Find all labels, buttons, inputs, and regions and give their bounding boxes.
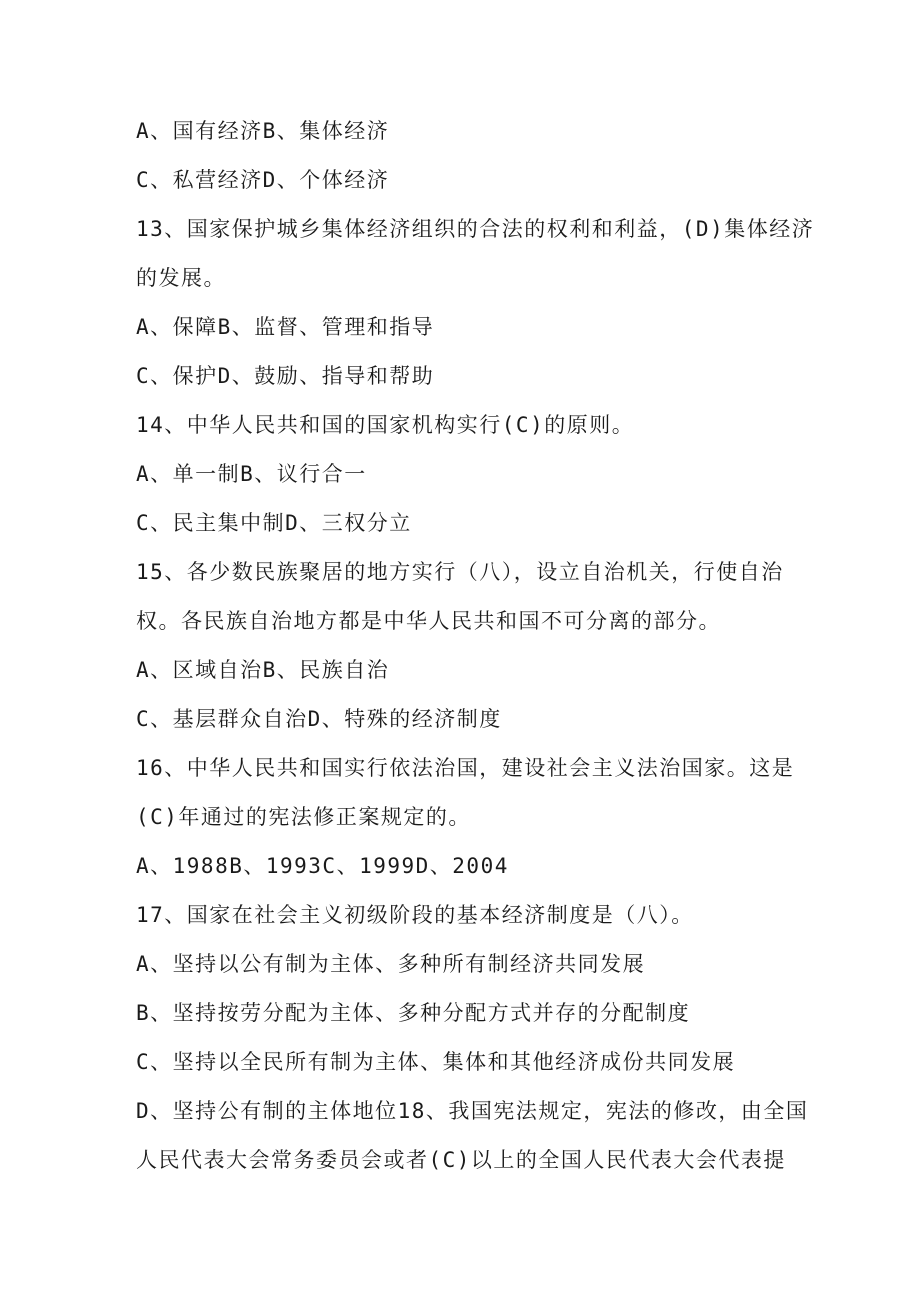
option-line-q12-ab: A、国有经济B、集体经济	[136, 119, 390, 143]
question-15-line-2: 权。各民族自治地方都是中华人民共和国不可分离的部分。	[136, 609, 721, 633]
option-line-q14-cd: C、民主集中制D、三权分立	[136, 511, 412, 535]
option-line-q17-b: B、坚持按劳分配为主体、多种分配方式并存的分配制度	[136, 1001, 691, 1025]
question-15-line-1: 15、各少数民族聚居的地方实行（八），设立自治机关，行使自治	[136, 560, 784, 584]
option-line-q16: A、1988B、1993C、1999D、2004	[136, 854, 509, 878]
question-18-line-2: 人民代表大会常务委员会或者(C)以上的全国人民代表大会代表提	[136, 1148, 786, 1172]
question-13-line-2: 的发展。	[136, 266, 226, 290]
option-line-q15-cd: C、基层群众自治D、特殊的经济制度	[136, 707, 502, 731]
question-14-line-1: 14、中华人民共和国的国家机构实行(C)的原则。	[136, 413, 635, 437]
question-13-line-1: 13、国家保护城乡集体经济组织的合法的权利和利益，(D)集体经济	[136, 217, 815, 241]
option-line-q17-d-question-18: D、坚持公有制的主体地位18、我国宪法规定，宪法的修改，由全国	[136, 1099, 809, 1123]
option-line-q13-ab: A、保障B、监督、管理和指导	[136, 315, 435, 339]
question-16-line-1: 16、中华人民共和国实行依法治国，建设社会主义法治国家。这是	[136, 756, 795, 780]
option-line-q14-ab: A、单一制B、议行合一	[136, 462, 367, 486]
option-line-q17-a: A、坚持以公有制为主体、多种所有制经济共同发展	[136, 952, 646, 976]
option-line-q13-cd: C、保护D、鼓励、指导和帮助	[136, 364, 435, 388]
option-line-q17-c: C、坚持以全民所有制为主体、集体和其他经济成份共同发展	[136, 1050, 736, 1074]
option-line-q15-ab: A、区域自治B、民族自治	[136, 658, 390, 682]
question-16-line-2: (C)年通过的宪法修正案规定的。	[136, 805, 471, 829]
question-17-line-1: 17、国家在社会主义初级阶段的基本经济制度是（八）。	[136, 903, 694, 927]
option-line-q12-cd: C、私营经济D、个体经济	[136, 168, 390, 192]
